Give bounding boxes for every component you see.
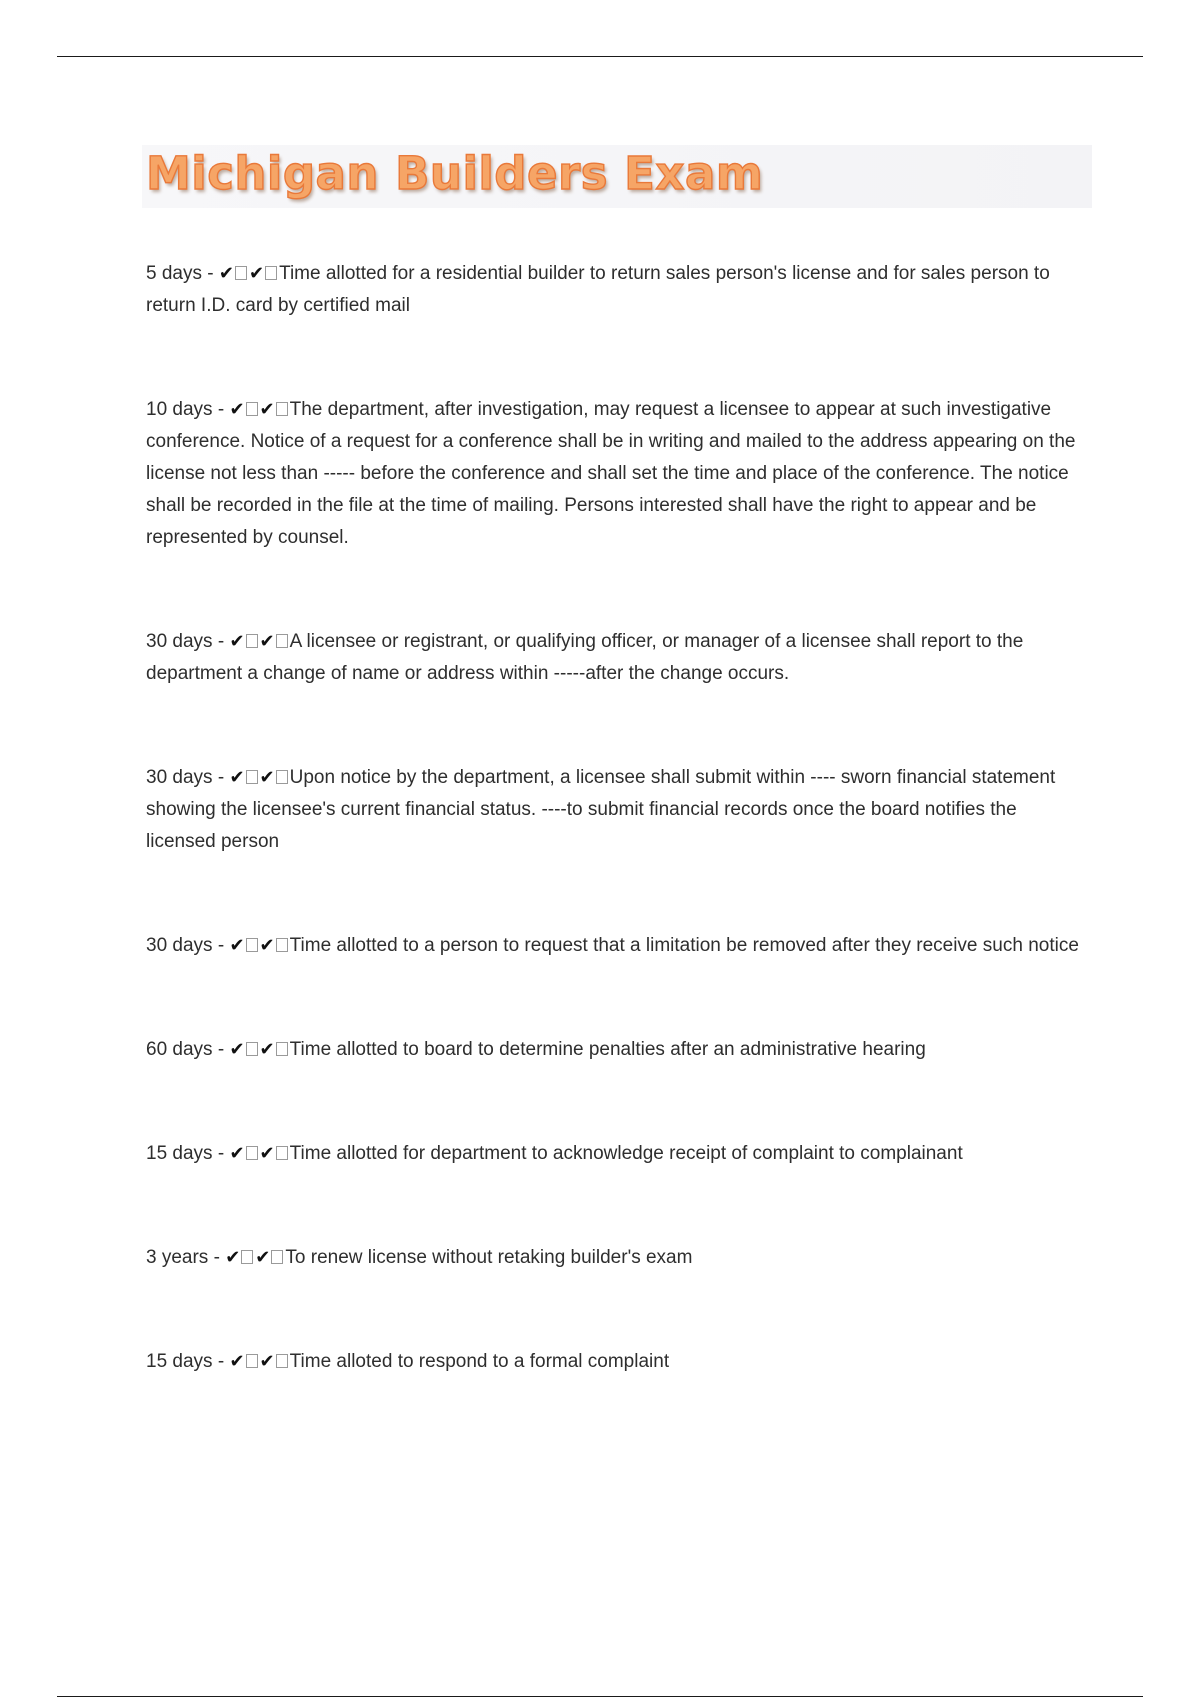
entry-term: 15 days - [146, 1351, 225, 1372]
entry-term: 3 years - [146, 1247, 220, 1268]
check-icon: ✔ [259, 399, 275, 420]
check-marks [229, 935, 289, 956]
check-icon: ✔ [259, 935, 275, 956]
entry-term: 30 days - [146, 631, 225, 652]
check-marks [229, 399, 289, 420]
check-icon: ✔ [229, 1039, 245, 1060]
check-icon: ✔ [259, 1039, 275, 1060]
check-marks [225, 1247, 285, 1268]
box-icon [276, 402, 288, 416]
check-marks [229, 767, 289, 788]
box-icon [246, 1354, 258, 1368]
box-icon [241, 1250, 253, 1264]
box-icon [246, 770, 258, 784]
box-icon [276, 1146, 288, 1160]
check-icon: ✔ [259, 767, 275, 788]
check-icon: ✔ [259, 1351, 275, 1372]
entry-definition: Time allotted for a residential builder to return sales person's license and for sales person to return I.D. card by certified mail [146, 263, 1050, 316]
box-icon [276, 938, 288, 952]
entry-term: 60 days - [146, 1039, 225, 1060]
box-icon [265, 266, 277, 280]
bottom-rule [57, 1696, 1143, 1697]
check-icon: ✔ [229, 399, 245, 420]
flashcard-entry [146, 762, 1086, 858]
title-banner [142, 145, 1092, 208]
check-marks [229, 1039, 289, 1060]
check-marks [229, 631, 289, 652]
box-icon [276, 770, 288, 784]
entry-definition: Time allotted to a person to request that a limitation be removed after they receive such notice [289, 935, 1079, 956]
check-icon: ✔ [229, 767, 245, 788]
check-icon: ✔ [229, 631, 245, 652]
flashcard-entry [146, 258, 1086, 322]
flashcard-entry [146, 394, 1086, 554]
check-icon: ✔ [259, 1143, 275, 1164]
entry-term: 15 days - [146, 1143, 225, 1164]
box-icon [246, 938, 258, 952]
check-icon: ✔ [229, 1143, 245, 1164]
entry-definition: Time allotted to board to determine penalties after an administrative hearing [289, 1039, 926, 1060]
box-icon [276, 634, 288, 648]
entry-term: 30 days - [146, 935, 225, 956]
entry-term: 5 days - [146, 263, 214, 284]
check-icon: ✔ [248, 263, 265, 284]
top-rule [57, 56, 1143, 57]
box-icon [276, 1042, 288, 1056]
check-icon: ✔ [229, 1351, 245, 1372]
check-icon: ✔ [229, 935, 245, 956]
check-marks [219, 263, 279, 284]
box-icon [246, 634, 258, 648]
box-icon [246, 1146, 258, 1160]
entry-definition: The department, after investigation, may request a licensee to appear at such investigative conference. Notice of a request for a conference shall be in writing and mailed to the address appearing on the license not less than ----- before the conference and shall set the time and place of the conference. The notice shall be recorded in the file at the time of mailing. Persons interested shall have the right to appear and be represented by counsel. [146, 399, 1076, 548]
check-icon: ✔ [259, 631, 275, 652]
check-icon: ✔ [218, 263, 234, 284]
entry-definition: Time allotted for department to acknowledge receipt of complaint to complainant [289, 1143, 963, 1164]
entry-definition: Upon notice by the department, a licensee shall submit within ---- sworn financial statement showing the licensee's current financial status. ----to submit financial records once the board notifies the licensed person [146, 767, 1056, 852]
entry-definition: Time alloted to respond to a formal complaint [289, 1351, 670, 1372]
box-icon [246, 1042, 258, 1056]
entry-term: 30 days - [146, 767, 225, 788]
flashcard-entry [146, 626, 1086, 690]
entry-definition: To renew license without retaking builder's exam [285, 1247, 693, 1268]
flashcard-entry [146, 930, 1086, 962]
flashcard-entry [146, 1138, 1086, 1170]
document-title: Michigan Builders Exam [146, 147, 764, 200]
check-marks [229, 1351, 289, 1372]
check-marks [229, 1143, 289, 1164]
flashcard-list [146, 258, 1086, 1378]
flashcard-entry [146, 1346, 1086, 1378]
box-icon [271, 1250, 283, 1264]
entry-term: 10 days - [146, 399, 225, 420]
check-icon: ✔ [255, 1247, 271, 1268]
flashcard-entry [146, 1242, 1086, 1274]
entry-definition: A licensee or registrant, or qualifying officer, or manager of a licensee shall report to the department a change of name or address within -----after the change occurs. [146, 631, 1024, 684]
box-icon [235, 266, 247, 280]
box-icon [276, 1354, 288, 1368]
check-icon: ✔ [225, 1247, 241, 1268]
box-icon [246, 402, 258, 416]
flashcard-entry [146, 1034, 1086, 1066]
